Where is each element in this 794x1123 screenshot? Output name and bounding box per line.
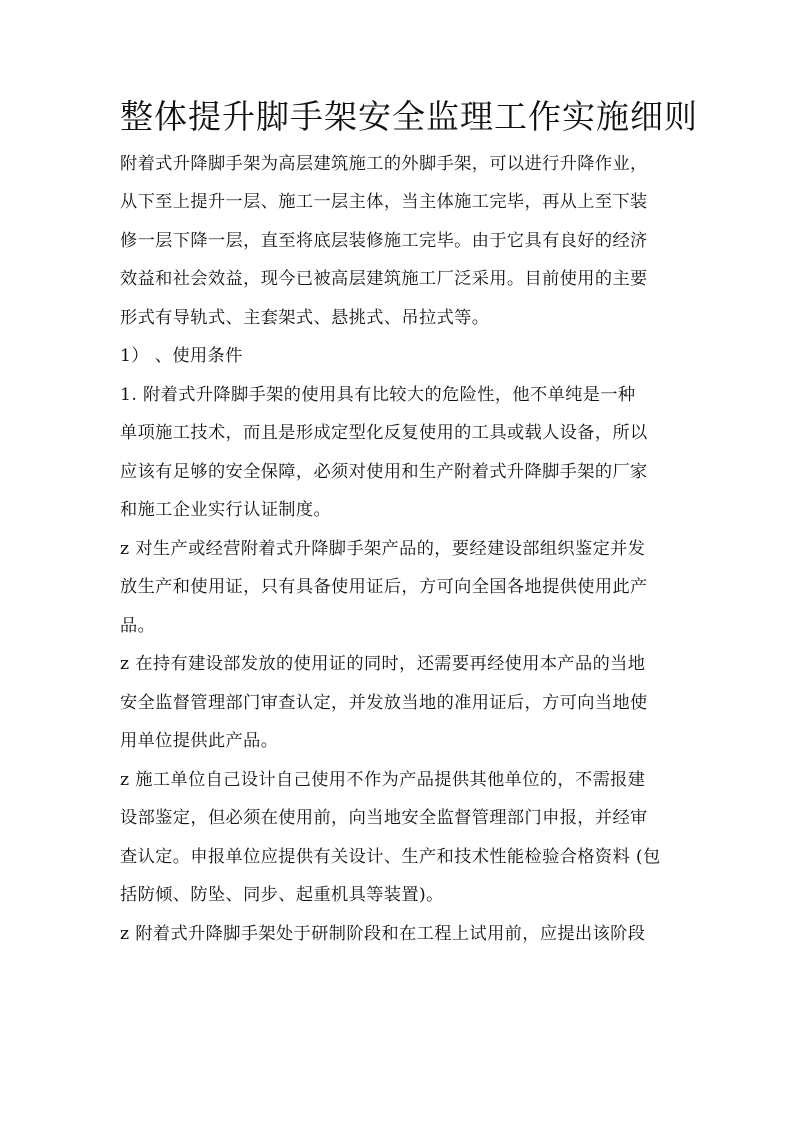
paragraph-line: 安全监督管理部门审查认定，并发放当地的准用证后，方可向当地使 bbox=[120, 693, 648, 713]
paragraph-line: 品。 bbox=[120, 616, 156, 636]
paragraph-line: 单项施工技术，而且是形成定型化反复使用的工具或载人设备，所以 bbox=[120, 423, 648, 443]
paragraph-line: 修一层下降一层，直至将底层装修施工完毕。由于它具有良好的经济 bbox=[120, 231, 648, 251]
paragraph-line: 设部鉴定，但必须在使用前，向当地安全监督管理部门申报，并经审 bbox=[120, 808, 648, 828]
paragraph-line: 从下至上提升一层、施工一层主体，当主体施工完毕，再从上至下装 bbox=[120, 192, 648, 212]
paragraph-line: 查认定。申报单位应提供有关设计、生产和技术性能检验合格资料 (包 bbox=[120, 847, 661, 867]
bullet-line: z 施工单位自己设计自己使用不作为产品提供其他单位的，不需报建 bbox=[120, 770, 646, 790]
document-title: 整体提升脚手架安全监理工作实施细则 bbox=[120, 97, 698, 136]
paragraph-line: 和施工企业实行认证制度。 bbox=[120, 500, 332, 520]
paragraph-line: 形式有导轨式、主套架式、悬挑式、吊拉式等。 bbox=[120, 308, 490, 328]
bullet-line: z 对生产或经营附着式升降脚手架产品的，要经建设部组织鉴定并发 bbox=[120, 539, 646, 559]
paragraph-line: 放生产和使用证，只有具备使用证后，方可向全国各地提供使用此产 bbox=[120, 577, 648, 597]
section-heading: 1） 、使用条件 bbox=[120, 346, 243, 366]
paragraph-line: 附着式升降脚手架为高层建筑施工的外脚手架，可以进行升降作业， bbox=[120, 154, 648, 174]
bullet-line: z 在持有建设部发放的使用证的同时，还需要再经使用本产品的当地 bbox=[120, 654, 646, 674]
paragraph-line: 用单位提供此产品。 bbox=[120, 731, 279, 751]
paragraph-line: 应该有足够的安全保障，必须对使用和生产附着式升降脚手架的厂家 bbox=[120, 462, 648, 482]
paragraph-line: 1. 附着式升降脚手架的使用具有比较大的危险性，他不单纯是一种 bbox=[120, 385, 636, 405]
bullet-line: z 附着式升降脚手架处于研制阶段和在工程上试用前，应提出该阶段 bbox=[120, 924, 646, 944]
paragraph-line: 括防倾、防坠、同步、起重机具等装置)。 bbox=[120, 885, 444, 905]
paragraph-line: 效益和社会效益，现今已被高层建筑施工厂泛采用。目前使用的主要 bbox=[120, 269, 648, 289]
